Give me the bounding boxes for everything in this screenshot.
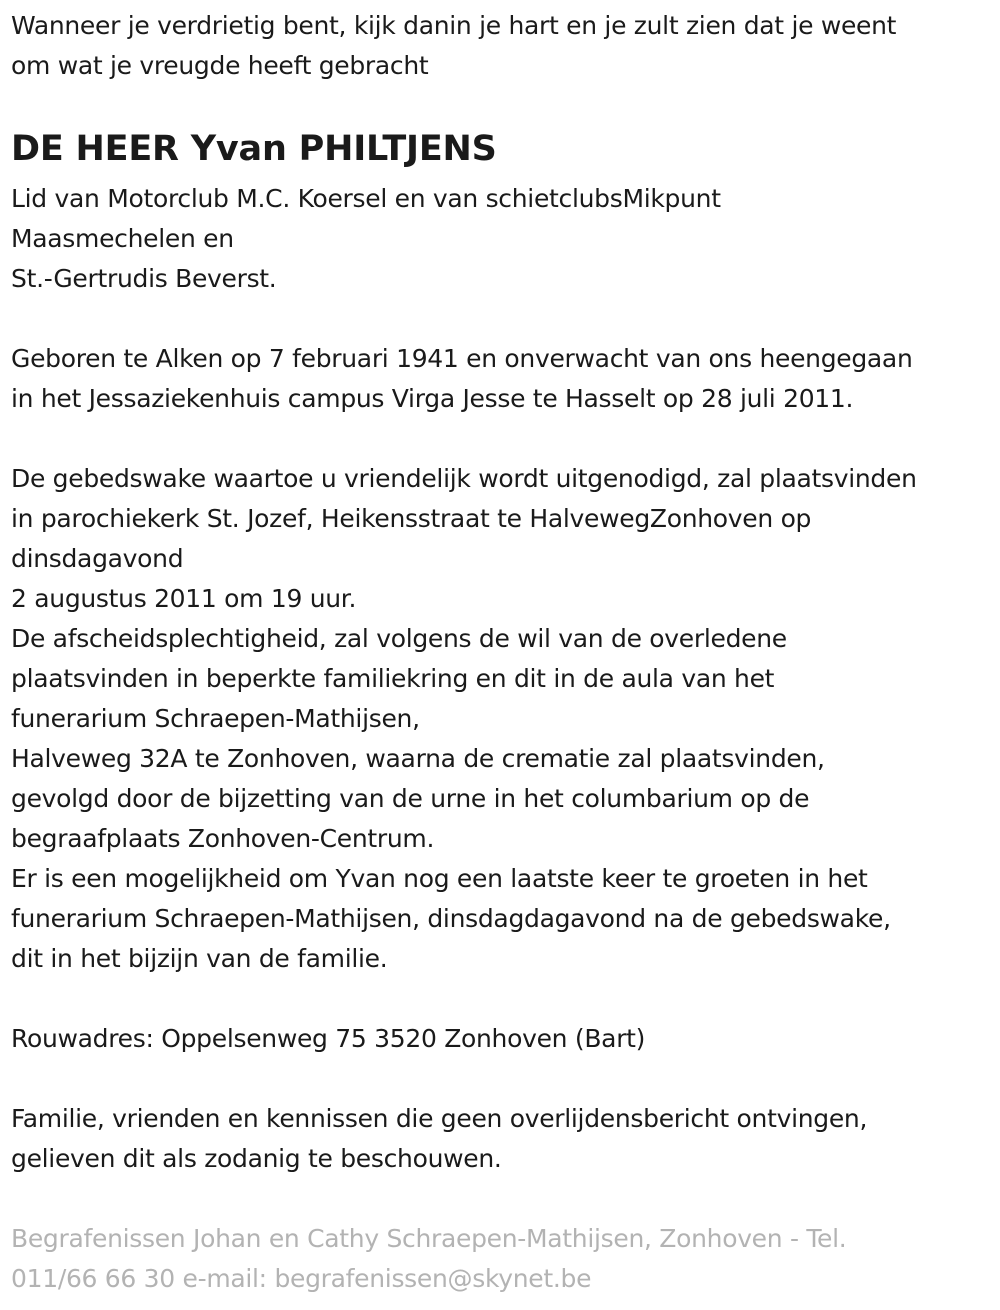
ceremony-line: Halveweg 32A te Zonhoven, waarna de crematie zal plaatsvinden,	[11, 744, 825, 773]
notice-line: gelieven dit als zodanig te beschouwen.	[11, 1144, 502, 1173]
mourning-address: Rouwadres: Oppelsenweg 75 3520 Zonhoven (Bart)	[11, 1024, 646, 1053]
ceremony-line: plaatsvinden in beperkte familiekring en dit in de aula van het	[11, 664, 775, 693]
ceremony-line: dit in het bijzijn van de familie.	[11, 944, 388, 973]
ceremony-line: begraafplaats Zonhoven-Centrum.	[11, 824, 435, 853]
ceremony-text	[11, 459, 991, 979]
spacer	[11, 299, 991, 339]
spacer	[11, 419, 991, 459]
obituary-notice	[11, 0, 991, 1299]
ceremony-line: Er is een mogelijkheid om Yvan nog een laatste keer te groeten in het	[11, 864, 868, 893]
spacer	[11, 1179, 991, 1219]
deceased-name: DE HEER Yvan PHILTJENS	[11, 129, 497, 169]
birth-death-line: in het Jessaziekenhuis campus Virga Jesse te Hasselt op 28 juli 2011.	[11, 384, 854, 413]
birth-death-line: Geboren te Alken op 7 februari 1941 en onverwacht van ons heengegaan	[11, 344, 913, 373]
quote-line: om wat je vreugde heeft gebracht	[11, 51, 429, 80]
quote-line: Wanneer je verdrietig bent, kijk danin je hart en je zult zien dat je weent	[11, 11, 897, 40]
spacer	[11, 979, 991, 1019]
notice-line: Familie, vrienden en kennissen die geen overlijdensbericht ontvingen,	[11, 1104, 868, 1133]
footer-contact-line: 011/66 66 30 e-mail: begrafenissen@skynet.be	[11, 1264, 592, 1293]
ceremony-line: dinsdagavond	[11, 544, 184, 573]
membership-line: Maasmechelen en	[11, 224, 234, 253]
membership-text	[11, 179, 991, 299]
ceremony-line: funerarium Schraepen-Mathijsen,	[11, 704, 420, 733]
ceremony-line: De gebedswake waartoe u vriendelijk wordt uitgenodigd, zal plaatsvinden	[11, 464, 917, 493]
funeral-home-footer	[11, 1219, 991, 1299]
ceremony-line: 2 augustus 2011 om 19 uur.	[11, 584, 357, 613]
ceremony-line: gevolgd door de bijzetting van de urne in het columbarium op de	[11, 784, 810, 813]
ceremony-line: in parochiekerk St. Jozef, Heikensstraat te HalvewegZonhoven op	[11, 504, 812, 533]
footer-line: Begrafenissen Johan en Cathy Schraepen-Mathijsen, Zonhoven - Tel.	[11, 1224, 847, 1253]
ceremony-line: De afscheidsplechtigheid, zal volgens de wil van de overledene	[11, 624, 787, 653]
opening-quote	[11, 6, 991, 86]
membership-line: St.-Gertrudis Beverst.	[11, 264, 277, 293]
spacer	[11, 1059, 991, 1099]
ceremony-line: funerarium Schraepen-Mathijsen, dinsdagdagavond na de gebedswake,	[11, 904, 891, 933]
notice-text	[11, 1099, 991, 1179]
membership-line: Lid van Motorclub M.C. Koersel en van schietclubsMikpunt	[11, 184, 721, 213]
birth-death-text	[11, 339, 991, 419]
